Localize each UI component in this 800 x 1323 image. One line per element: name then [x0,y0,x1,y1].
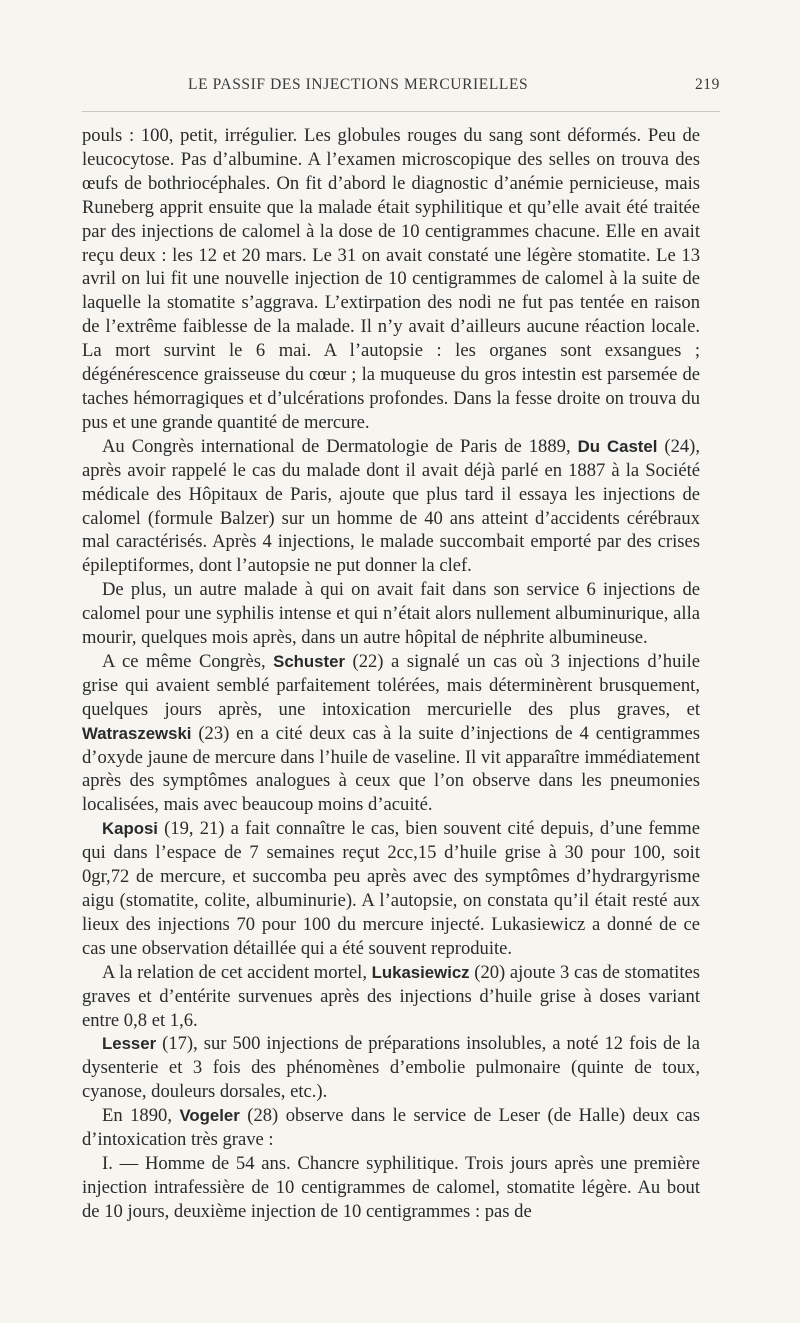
paragraph-text: I. — Homme de 54 ans. Chancre syphilitique. Trois jours après une première injection intrafessière de 10 centigrammes de calomel, stomatite légère. Au bout de 10 jours, deuxième injection de 10 centigrammes : pas de [82,1152,700,1222]
paragraph-text: (19, 21) a fait connaître le cas, bien souvent cité depuis, d’une femme qui dans l’espace de 7 semaines reçut 2cc,15 d’huile grise à 30 pour 100, soit 0gr,72 de mercure, et succomba peu après avec des symptômes d’hydrargyrisme aigu (stomatite, colite, albuminurie). A l’autopsie, on constata qu’il était resté aux lieux des injections 70 pour 100 du mercure injecté. Lukasiewicz a donné de ce cas une observation détaillée qui a été souvent reproduite. [82,818,700,959]
paragraph-3 [82,578,700,650]
author-name: Lesser [102,1034,157,1054]
paragraph-text: A ce même Congrès, [102,650,274,672]
paragraph-7 [82,1032,700,1104]
author-name: Watraszewski [82,723,192,743]
author-name: Kaposi [102,819,158,839]
paragraph-text: A la relation de cet accident mortel, [102,961,372,983]
paragraph-text: (23) en a cité deux cas à la suite d’injections de 4 centigrammes d’oxyde jaune de mercure dans l’huile de vaseline. Il vit apparaître immédiatement après des symptômes analogues à ceux que l’on observe dans les pneumonies localisées, mais avec beaucoup moins d’acuité. [82,722,700,816]
paragraph-text: pouls : 100, petit, irrégulier. Les globules rouges du sang sont déformés. Peu de leucocytose. Pas d’albumine. A l’examen microscopique des selles on trouva des œufs de bothriocéphales. On fit d’abord le diagnostic d’anémie pernicieuse, mais Runeberg apprit ensuite que la malade était syphilitique et qu’elle avait été traitée par des injections de calomel à la dose de 10 centigrammes chacune. Elle en avait reçu deux : les 12 et 20 mars. Le 31 on avait constaté une légère stomatite. Le 13 avril on lui fit une nouvelle injection de 10 centigrammes de calomel à la suite de laquelle la stomatite s’aggrava. L’extirpation des nodi ne fut pas tentée en raison de l’extrême faiblesse de la malade. Il n’y avait d’ailleurs aucune réaction locale. La mort survint le 6 mai. A l’autopsie : les organes sont exsangues ; dégénérescence graisseuse du cœur ; la muqueuse du gros intestin est parsemée de taches hémorragiques et d’ulcérations profondes. Dans la fesse droite on trouva du pus et une grande quantité de mercure. [82,125,700,433]
paragraph-4 [82,650,700,817]
page-number: 219 [694,76,720,93]
paragraph-1 [82,124,700,435]
paragraph-text: (24), après avoir rappelé le cas du malade dont il avait déjà parlé en 1887 à la Société médicale des Hôpitaux de Paris, ajoute que plus tard il essaya les injections de calomel (formule Balzer) sur un homme de 40 ans atteint d’accidents cérébraux mal caractérisés. Après 4 injections, le malade succombait emporté par des crises épileptiformes, dont l’autopsie ne put donner la clef. [82,435,701,577]
author-name: Vogeler [179,1106,240,1126]
paragraph-9 [82,1152,700,1224]
paragraph-text: (28) observe dans le service de Leser (de Halle) deux cas d’intoxication très grave : [82,1105,700,1151]
header-rule [82,111,720,112]
running-title: LE PASSIF DES INJECTIONS MERCURIELLES [188,76,529,93]
running-header [82,76,720,100]
paragraph-8 [82,1104,700,1152]
author-name: Schuster [273,651,345,671]
body-text [82,124,700,1224]
paragraph-text: Au Congrès international de Dermatologie de Paris de 1889, [102,435,578,457]
paragraph-text: De plus, un autre malade à qui on avait fait dans son service 6 injections de calomel pour une syphilis intense et qui n’était alors nullement albuminurique, alla mourir, quelques mois après, dans un autre hôpital de néphrite albumineuse. [82,579,700,649]
paragraph-text: (20) ajoute 3 cas de stomatites graves et d’entérite survenues après des injections d’huile grise à doses variant entre 0,8 et 1,6. [82,961,700,1031]
author-name: Du Castel [577,436,658,456]
paragraph-text: (17), sur 500 injections de préparations insolubles, a noté 12 fois de la dysenterie et 3 fois des phénomènes d’embolie pulmonaire (quinte de toux, cyanose, douleurs dorsales, etc.). [82,1033,700,1103]
paragraph-2 [82,435,700,578]
paragraph-5 [82,817,700,960]
paragraph-text: (22) a signalé un cas où 3 injections d’huile grise qui avaient semblé parfaitement tolérées, mais déterminèrent brusquement, quelques jours après, une intoxication mercurielle des plus graves, et [82,650,700,720]
paragraph-text: En 1890, [102,1105,180,1127]
author-name: Lukasiewicz [371,962,470,982]
paragraph-6 [82,961,700,1033]
